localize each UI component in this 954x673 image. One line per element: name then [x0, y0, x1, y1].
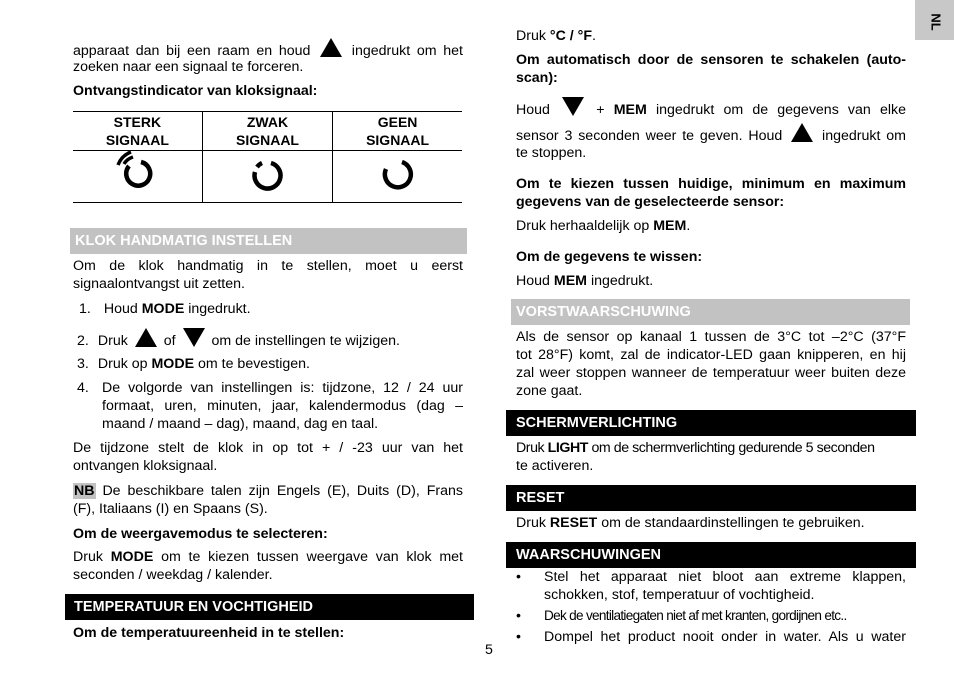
signal-weak-header: ZWAK SIGNAAL — [202, 112, 332, 151]
signal-table — [73, 111, 462, 203]
klok-section-header: KLOK HANDMATIG INSTELLEN — [70, 228, 467, 254]
warning-item-2: • Dek de ventilatiegaten niet af met kranten, gordijnen etc.. — [516, 608, 847, 624]
intro-line-2: zoeken naar een signaal te forceren. — [73, 59, 304, 75]
nb-line-1: NB De beschikbare talen zijn Engels (E), Duits (D), Frans — [74, 483, 463, 499]
vorst-line-3: zal weer stoppen wanneer de temperatuur weer buiten deze — [516, 365, 906, 381]
minmax-title-2: gegevens van de geselecteerde sensor: — [516, 194, 785, 210]
clear-title: Om de gegevens te wissen: — [516, 249, 703, 265]
vorst-line-4: zone gaat. — [516, 383, 583, 399]
signal-none-cell — [333, 151, 462, 203]
reset-line: Druk RESET om de standaardinstellingen te gebruiken. — [516, 515, 865, 531]
signal-weak-cell — [202, 151, 332, 203]
scherm-section-header: SCHERMVERLICHTING — [506, 410, 916, 436]
autoscan-line-1: Houd + MEM ingedrukt om de gegevens van elke — [516, 97, 906, 119]
autoscan-title-1: Om automatisch door de sensoren te schakelen (auto- — [516, 52, 906, 68]
temp-section-header: TEMPERATUUR EN VOCHTIGHEID — [65, 594, 474, 620]
page-number: 5 — [485, 642, 493, 658]
down-arrow-icon — [562, 97, 584, 116]
weak-signal-icon — [243, 151, 291, 197]
step-3: 3. Druk op MODE om te bevestigen. — [77, 356, 310, 372]
vorst-line-2: tot 28°F) komt, zal de indicator-LED gaan knipperen, en hij — [516, 347, 906, 363]
waarschuwingen-section-header: WAARSCHUWINGEN — [506, 542, 916, 568]
reset-section-header: RESET — [506, 485, 916, 511]
step-4-number: 4. — [77, 380, 89, 396]
weergave-title: Om de weergavemodus te selecteren: — [73, 526, 328, 542]
timezone-line-1: De tijdzone stelt de klok in op tot + / -23 uur van het — [73, 440, 463, 456]
clear-line: Houd MEM ingedrukt. — [516, 273, 654, 289]
signal-none-header: GEEN SIGNAAL — [333, 112, 462, 151]
warning-item-1: • Stel het apparaat niet bloot aan extreme klappen, schokken, stof, temperatuur of vochtigheid. — [516, 569, 906, 603]
signal-indicator-title: Ontvangstindicator van kloksignaal: — [73, 83, 318, 99]
up-arrow-icon — [135, 328, 157, 347]
temp-unit-title: Om de temperatuureenheid in te stellen: — [73, 625, 345, 641]
scherm-line-1: Druk LIGHT om de schermverlichting gedurende 5 seconden — [516, 440, 875, 456]
signal-strong-header: STERK SIGNAAL — [73, 112, 202, 151]
minmax-line: Druk herhaaldelijk op MEM. — [516, 218, 691, 234]
intro-line-1: apparaat dan bij een raam en houd ingedrukt om het — [73, 38, 463, 60]
up-arrow-icon — [320, 38, 342, 57]
timezone-line-2: ontvangen kloksignaal. — [73, 458, 218, 474]
signal-strong-cell — [73, 151, 202, 203]
step-2: 2. Druk of om de instellingen te wijzigen. — [77, 328, 400, 350]
weergave-line-1: Druk MODE om te kiezen tussen weergave van klok met — [73, 549, 463, 565]
language-tab — [915, 0, 954, 40]
step-4-line-3: maand / maand – dag), maand, dag en taal. — [102, 416, 379, 432]
autoscan-line-2: sensor 3 seconden weer te geven. Houd ingedrukt om — [516, 123, 906, 145]
up-arrow-icon — [791, 123, 813, 142]
nb-badge: NB — [74, 483, 95, 499]
strong-signal-icon — [113, 151, 161, 197]
vorst-line-1: Als de sensor op kanaal 1 tussen de 3°C tot –2°C (37°F — [516, 329, 906, 345]
klok-intro-line-2: signaalontvangst uit zetten. — [73, 276, 245, 292]
no-signal-icon — [374, 151, 422, 197]
step-1: 1. Houd MODE ingedrukt. — [79, 301, 251, 317]
step-4-line-2: formaat, uren, minuten, jaar, kalendermodus (dag – — [102, 398, 463, 414]
step-4-line-1: De volgorde van instellingen is: tijdzone, 12 / 24 uur — [102, 380, 463, 396]
autoscan-title-2: scan): — [516, 70, 558, 86]
klok-intro-line-1: Om de klok handmatig in te stellen, moet u eerst — [73, 258, 463, 274]
weergave-line-2: seconden / weekdag / kalender. — [73, 567, 273, 583]
scherm-line-2: te activeren. — [516, 458, 594, 474]
warning-item-3: • Dompel het product nooit onder in water. Als u water — [516, 629, 906, 645]
nb-line-2: (F), Italiaans (I) en Spaans (S). — [73, 501, 268, 517]
language-tab-label: NL — [928, 13, 944, 31]
druk-unit-line: Druk °C / °F. — [516, 28, 596, 44]
vorst-section-header: VORSTWAARSCHUWING — [511, 299, 910, 325]
minmax-title-1: Om te kiezen tussen huidige, minimum en maximum — [516, 176, 906, 192]
autoscan-line-3: te stoppen. — [516, 145, 587, 161]
down-arrow-icon — [183, 328, 205, 347]
